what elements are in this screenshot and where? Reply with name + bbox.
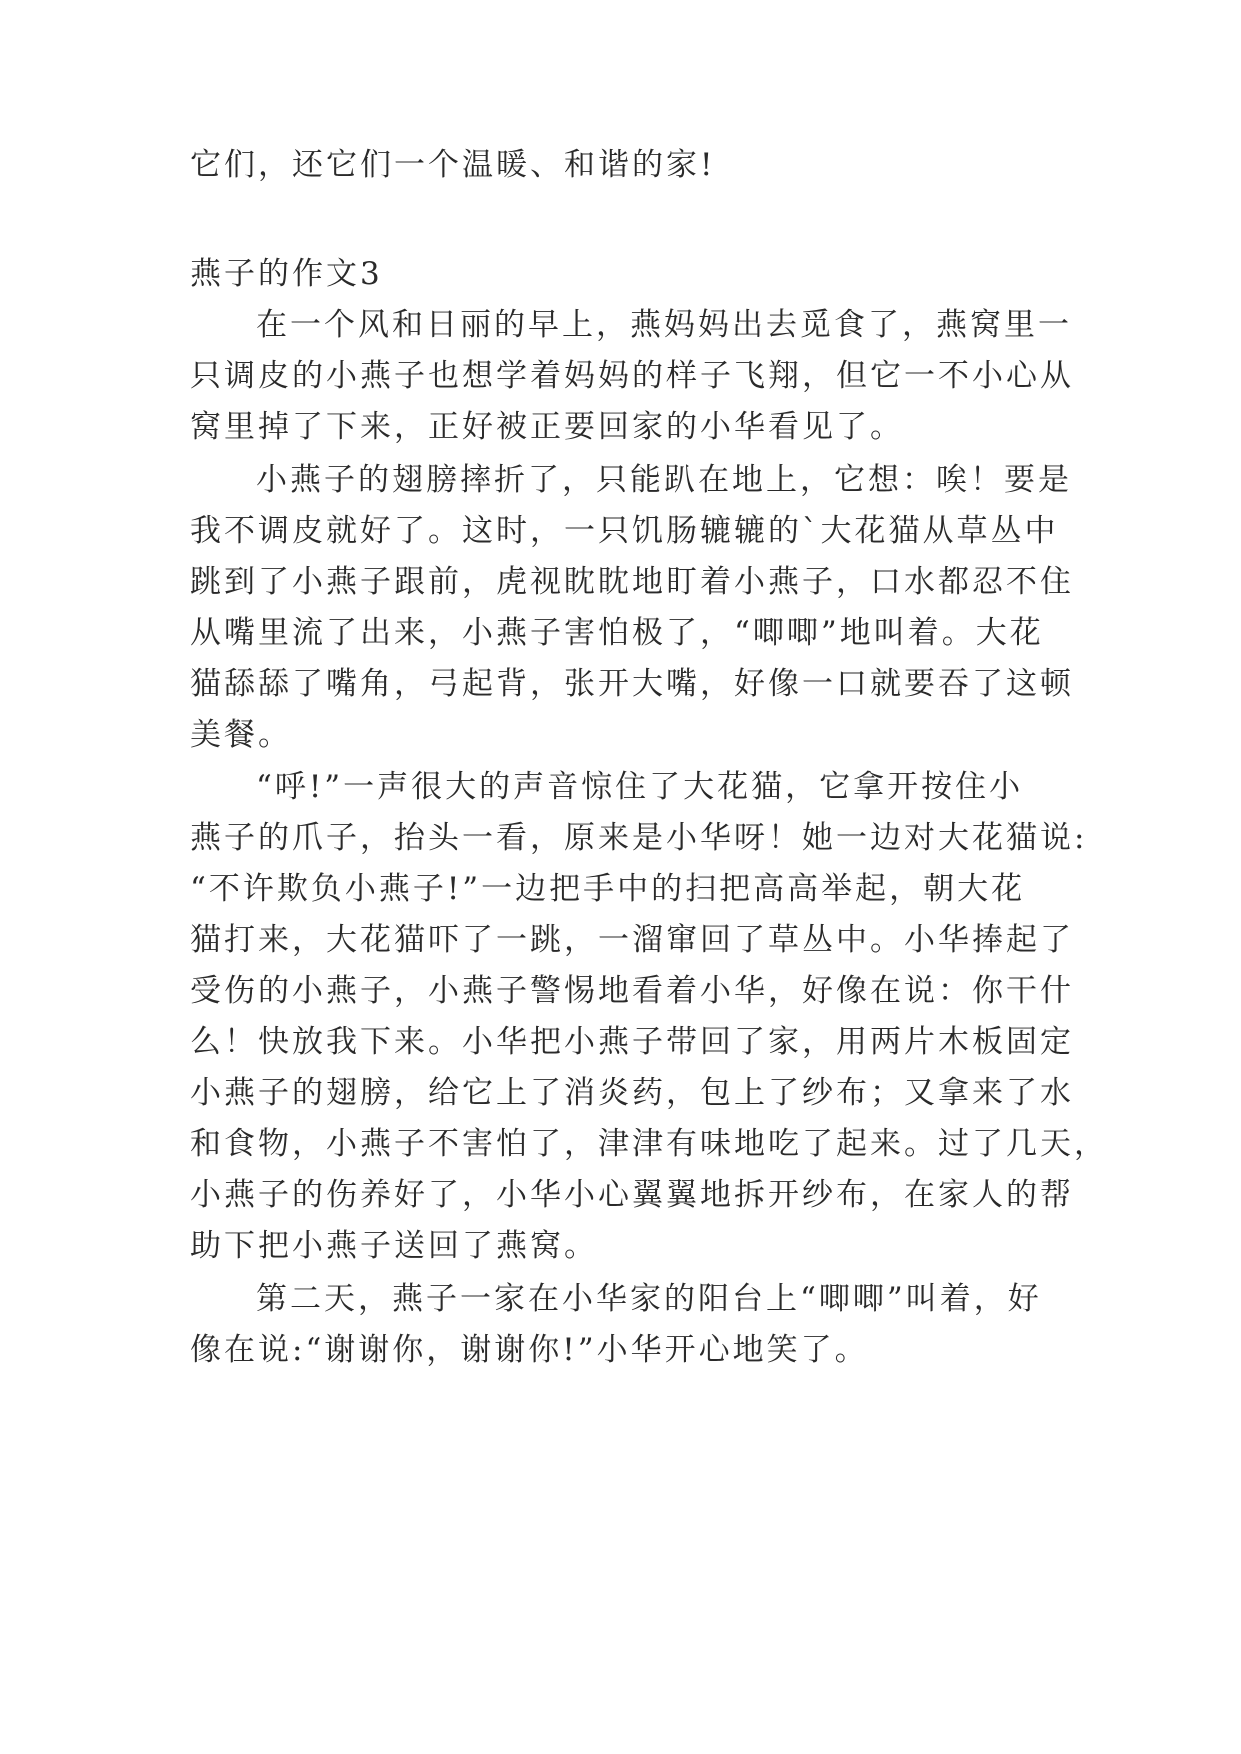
paragraph-3-line-10: 助下把小燕子送回了燕窝。 bbox=[190, 1228, 598, 1264]
carryover-line: 它们，还它们一个温暖、和谐的家! bbox=[190, 147, 716, 183]
paragraph-3-line-3: “不许欺负小燕子!”一边把手中的扫把高高举起，朝大花 bbox=[190, 871, 1026, 907]
paragraph-3-line-6: 么！快放我下来。小华把小燕子带回了家，用两片木板固定 bbox=[190, 1024, 1074, 1060]
essay-heading: 燕子的作文3 bbox=[190, 256, 383, 292]
paragraph-1-line-2: 只调皮的小燕子也想学着妈妈的样子飞翔，但它一不小心从 bbox=[190, 358, 1074, 394]
paragraph-3-line-5: 受伤的小燕子，小燕子警惕地看着小华，好像在说：你干什 bbox=[190, 973, 1074, 1009]
paragraph-3-line-7: 小燕子的翅膀，给它上了消炎药，包上了纱布；又拿来了水 bbox=[190, 1075, 1074, 1111]
paragraph-3-line-1: “呼!”一声很大的声音惊住了大花猫，它拿开按住小 bbox=[256, 769, 1024, 805]
paragraph-2-line-1: 小燕子的翅膀摔折了，只能趴在地上，它想：唉！要是 bbox=[256, 462, 1072, 498]
paragraph-1-line-3: 窝里掉了下来，正好被正要回家的小华看见了。 bbox=[190, 409, 904, 445]
paragraph-3-line-2: 燕子的爪子，抬头一看，原来是小华呀！她一边对大花猫说: bbox=[190, 820, 1088, 856]
paragraph-3-line-8: 和食物，小燕子不害怕了，津津有味地吃了起来。过了几天， bbox=[190, 1126, 1108, 1162]
paragraph-2-line-2: 我不调皮就好了。这时，一只饥肠辘辘的`大花猫从草丛中 bbox=[190, 513, 1059, 549]
paragraph-3-line-4: 猫打来，大花猫吓了一跳，一溜窜回了草丛中。小华捧起了 bbox=[190, 922, 1074, 958]
paragraph-4-line-2: 像在说:“谢谢你，谢谢你!”小华开心地笑了。 bbox=[190, 1332, 869, 1368]
paragraph-2-line-4: 从嘴里流了出来，小燕子害怕极了，“唧唧”地叫着。大花 bbox=[190, 615, 1044, 651]
paragraph-1-line-1: 在一个风和日丽的早上，燕妈妈出去觅食了，燕窝里一 bbox=[256, 307, 1072, 343]
paragraph-4-line-1: 第二天，燕子一家在小华家的阳台上“唧唧”叫着，好 bbox=[256, 1281, 1042, 1317]
paragraph-3-line-9: 小燕子的伤养好了，小华小心翼翼地拆开纱布，在家人的帮 bbox=[190, 1177, 1074, 1213]
paragraph-2-line-3: 跳到了小燕子跟前，虎视眈眈地盯着小燕子，口水都忍不住 bbox=[190, 564, 1074, 600]
paragraph-2-line-5: 猫舔舔了嘴角，弓起背，张开大嘴，好像一口就要吞了这顿 bbox=[190, 666, 1074, 702]
paragraph-2-line-6: 美餐。 bbox=[190, 717, 292, 753]
